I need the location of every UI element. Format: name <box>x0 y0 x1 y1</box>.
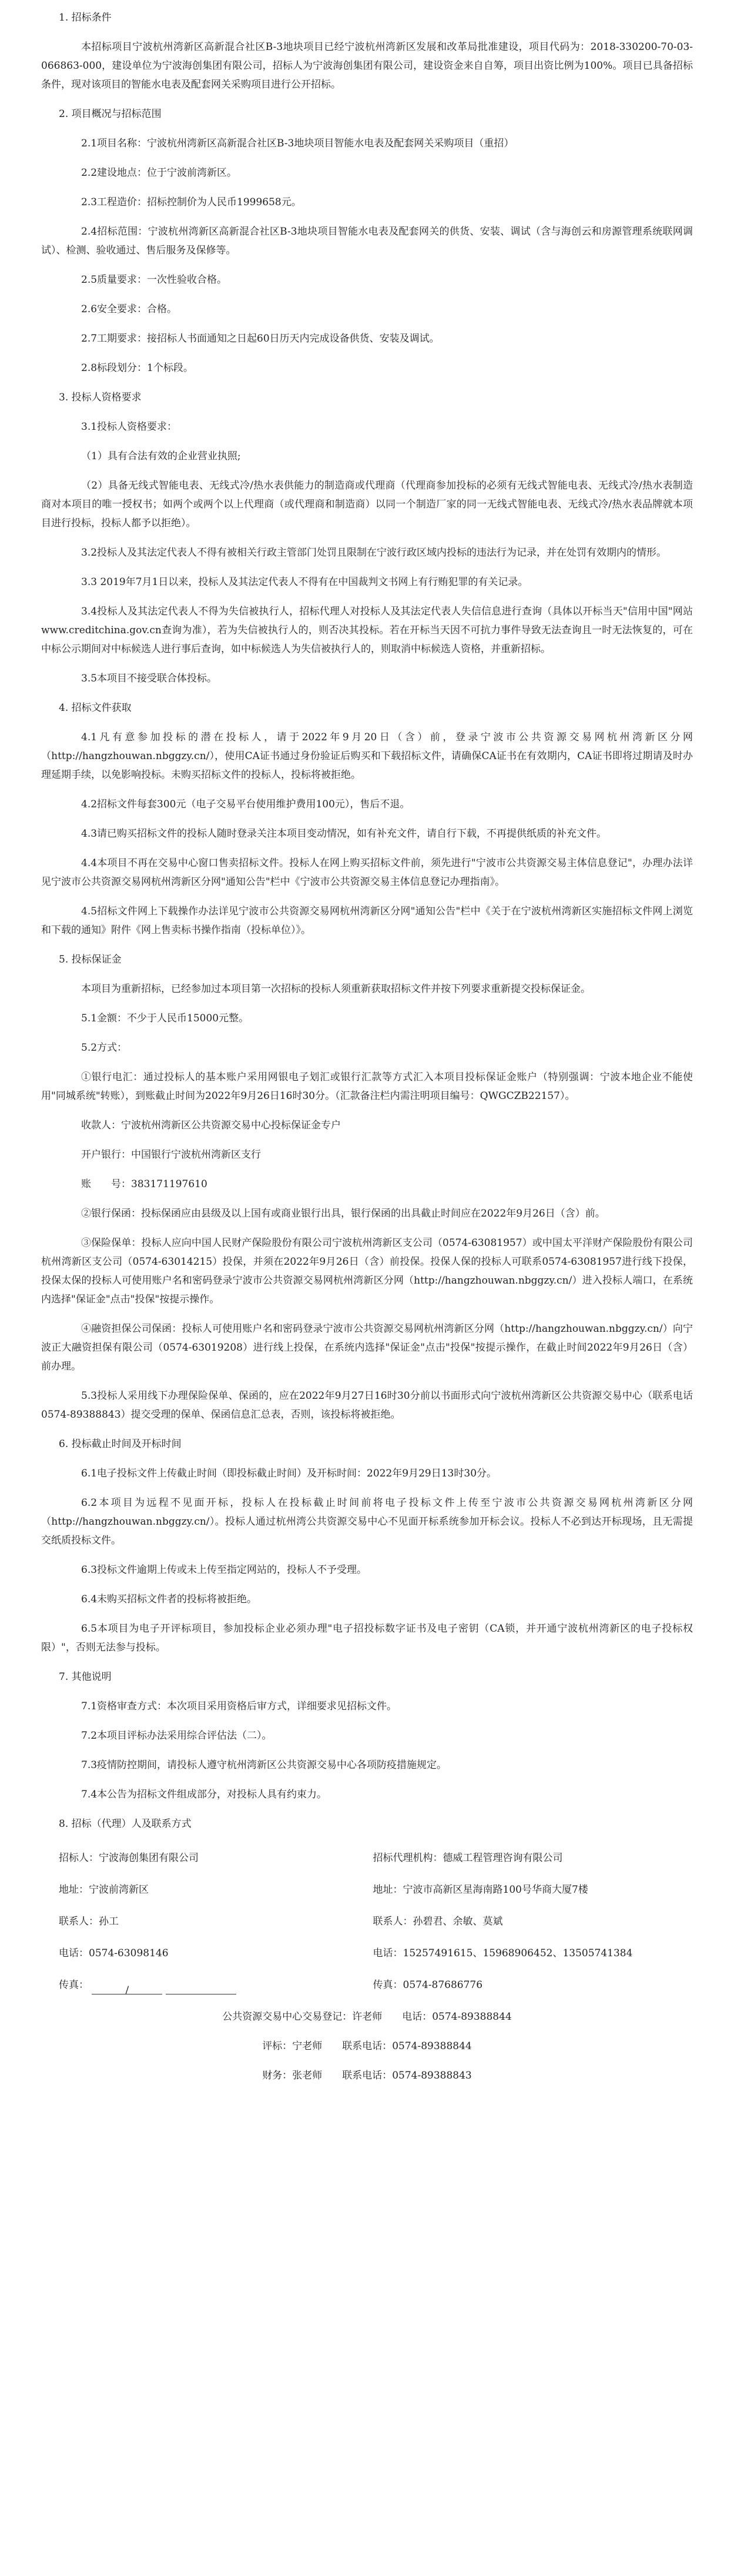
paragraph: 2.3工程造价：招标控制价为人民币1999658元。 <box>81 196 301 208</box>
announcement-body <box>41 8 693 1833</box>
paragraph: 账 号：383171197610 <box>81 1178 207 1190</box>
paragraph: ④融资担保公司保函：投标人可使用账户名和密码登录宁波市公共资源交易网杭州湾新区分网（http://hangzhouwan.nbggzy.cn/）向宁波正大融资担保有限公司（0574-63019208）进行线上投保，在系统内选择"保证金"点击"投保"按提示操作，在截止时间2022年9月26日（含）前办理。 <box>41 1323 693 1372</box>
section-heading: 7. 其他说明 <box>59 1671 112 1683</box>
paragraph: 2.8标段划分：1个标段。 <box>81 362 193 374</box>
paragraph: 3.5本项目不接受联合体投标。 <box>81 673 217 684</box>
paragraph: 2.4招标范围：宁波杭州湾新区高新混合社区B-3地块项目智能水电表及配套网关的供货、安装、调试（含与海创云和房源管理系统联网调试）、检测、验收通过、售后服务及保修等。 <box>41 226 693 256</box>
paragraph: 4.2招标文件每套300元（电子交易平台使用维护费用100元），售后不退。 <box>81 798 410 810</box>
paragraph: ②银行保函：投标保函应由县级及以上国有或商业银行出具，银行保函的出具截止时间应在2022年9月26日（含）前。 <box>81 1208 605 1219</box>
fax-blank-value: / <box>125 1984 129 1996</box>
contact-row <box>41 1976 693 1994</box>
paragraph: ③保险保单：投标人应向中国人民财产保险股份有限公司宁波杭州湾新区支公司（0574-63081957）或中国太平洋财产保险股份有限公司杭州湾新区支公司（0574-63014215）投保，并须在2022年9月26日（含）前投保。投保人保的投标人可联系0574-63081957进行线下投保，投保太保的投标人可使用账户名和密码登录宁波市公共资源交易网杭州湾新区分网（http://hangzhouwan.nbggzy.cn/）进入投标人端口，在系统内选择"保证金"点击"投保"按提示操作。 <box>41 1237 693 1305</box>
contact-row <box>41 1849 693 1867</box>
section-heading: 5. 投标保证金 <box>59 954 122 965</box>
agency-fax: 传真：0574-87686776 <box>373 1979 483 1991</box>
paragraph: 7.2本项目评标办法采用综合评估法（二）。 <box>81 1730 272 1742</box>
tenderer-contact: 联系人：孙工 <box>59 1916 119 1927</box>
fax-blank <box>92 1981 162 1994</box>
evaluation-contact: 评标：宁老师 联系电话：0574-89388844 <box>262 2040 472 2052</box>
tenderer-address: 地址：宁波前湾新区 <box>59 1884 149 1896</box>
paragraph: 开户银行：中国银行宁波杭州湾新区支行 <box>81 1149 261 1161</box>
paragraph: 收款人：宁波杭州湾新区公共资源交易中心投标保证金专户 <box>81 1120 341 1131</box>
paragraph: （2）具备无线式智能电表、无线式冷/热水表供能力的制造商或代理商（代理商参加投标的必须有无线式智能电表、无线式冷/热水表制造商对本项目的唯一授权书；如两个或两个以上代理商（或代理商和制造商）以同一个制造厂家的同一无线式智能电表、无线式冷/热水表品牌就本项目进行投标，投标人都予以拒绝）。 <box>41 480 693 529</box>
section-heading: 1. 招标条件 <box>59 12 112 24</box>
agency-phone: 电话：15257491615、15968906452、13505741384 <box>373 1947 633 1959</box>
paragraph: 7.3疫情防控期间，请投标人遵守杭州湾新区公共资源交易中心各项防疫措施规定。 <box>81 1759 447 1771</box>
paragraph: 本招标项目宁波杭州湾新区高新混合社区B-3地块项目已经宁波杭州湾新区发展和改革局批准建设，项目代码为：2018-330200-70-03-066863-000，建设单位为宁波海创集团有限公司，招标人为宁波海创集团有限公司，建设资金来自自筹，项目出资比例为100%。项目已具备招标条件，现对该项目的智能水电表及配套网关采购项目进行公开招标。 <box>41 41 693 91</box>
paragraph: 3.1投标人资格要求： <box>81 421 177 433</box>
paragraph: 3.2投标人及其法定代表人不得有被相关行政主管部门处罚且限制在宁波行政区域内投标的违法行为记录，并在处罚有效期内的情形。 <box>81 547 667 559</box>
fax-blank-right <box>166 1981 236 1994</box>
contact-row <box>41 1912 693 1931</box>
contact-row <box>41 1880 693 1899</box>
section-heading: 6. 投标截止时间及开标时间 <box>59 1438 182 1450</box>
paragraph: 6.2本项目为远程不见面开标，投标人在投标截止时间前将电子投标文件上传至宁波市公共资源交易网杭州湾新区分网（http://hangzhouwan.nbggzy.cn/）。投标人通过杭州湾公共资源交易中心不见面开标系统参加开标会议。投标人不必到达开标现场，且无需提交纸质投标文件。 <box>41 1497 693 1546</box>
tenderer-phone: 电话：0574-63098146 <box>59 1947 169 1959</box>
agency-contact: 联系人：孙碧君、余敏、莫斌 <box>373 1916 503 1927</box>
agency-address: 地址：宁波市高新区星海南路100号华商大厦7楼 <box>373 1884 588 1896</box>
contact-table <box>41 1849 693 1994</box>
paragraph: 4.4本项目不再在交易中心窗口售卖招标文件。投标人在网上购买招标文件前，须先进行"宁波市公共资源交易主体信息登记"，办理办法详见宁波市公共资源交易网杭州湾新区分网"通知公告"栏中《宁波市公共资源交易主体信息登记办理指南》。 <box>41 857 693 888</box>
paragraph: 6.1电子投标文件上传截止时间（即投标截止时间）及开标时间：2022年9月29日13时30分。 <box>81 1468 497 1479</box>
paragraph: 5.1金额：不少于人民币15000元整。 <box>81 1013 249 1024</box>
paragraph: 2.2建设地点：位于宁波前湾新区。 <box>81 167 237 179</box>
paragraph: 7.4本公告为招标文件组成部分，对投标人具有约束力。 <box>81 1789 327 1800</box>
paragraph: 4.1凡有意参加投标的潜在投标人，请于2022年9月20日（含）前，登录宁波市公共资源交易网杭州湾新区分网（http://hangzhouwan.nbggzy.cn/），使用CA证书通过身份验证后购买和下载招标文件，请确保CA证书在有效期内，CA证书即将过期请及时办理延期手续，以免影响投标。未购买招标文件的投标人，投标将被拒绝。 <box>41 731 693 781</box>
tenderer-name: 招标人：宁波海创集团有限公司 <box>59 1852 199 1864</box>
paragraph: ①银行电汇：通过投标人的基本账户采用网银电子划汇或银行汇款等方式汇入本项目投标保证金账户（特别强调：宁波本地企业不能使用"同城系统"转账），到账截止时间为2022年9月26日16时30分。（汇款备注栏内需注明项目编号：QWGCZB22157）。 <box>41 1071 693 1102</box>
section-heading: 2. 项目概况与招标范围 <box>59 108 162 120</box>
paragraph: 5.3投标人采用线下办理保险保单、保函的，应在2022年9月27日16时30分前以书面形式向宁波杭州湾新区公共资源交易中心（联系电话0574-89388843）提交受理的保单、保函信息汇总表，否则，该投标将被拒绝。 <box>41 1390 693 1421</box>
registration-contact: 公共资源交易中心交易登记：许老师 电话：0574-89388844 <box>222 2011 512 2023</box>
paragraph: 4.5招标文件网上下载操作办法详见宁波市公共资源交易网杭州湾新区分网"通知公告"栏中《关于在宁波杭州湾新区实施招标文件网上浏览和下载的通知》附件《网上售卖标书操作指南（投标单位）》。 <box>41 906 693 936</box>
paragraph: 2.5质量要求：一次性验收合格。 <box>81 274 227 286</box>
section-heading: 3. 投标人资格要求 <box>59 392 142 403</box>
paragraph: 4.3请已购买招标文件的投标人随时登录关注本项目变动情况，如有补充文件，请自行下载，不再提供纸质的补充文件。 <box>81 828 607 840</box>
paragraph: 5.2方式： <box>81 1042 128 1054</box>
paragraph: 3.4投标人及其法定代表人不得为失信被执行人，招标代理人对投标人及其法定代表人失信信息进行查询（具体以开标当天"信用中国"网站www.creditchina.gov.cn查询为准），若为失信被执行人的，则否决其投标。若在开标当天因不可抗力事件导致无法查询且一时无法恢复的，可在中标公示期间对中标候选人进行事后查询，如中标候选人为失信被执行人的，则取消中标候选人资格，并重新招标。 <box>41 606 693 655</box>
tenderer-fax <box>41 1976 367 1994</box>
paragraph: 6.3投标文件逾期上传或未上传至指定网站的，投标人不予受理。 <box>81 1564 367 1576</box>
paragraph: 2.1项目名称：宁波杭州湾新区高新混合社区B-3地块项目智能水电表及配套网关采购项目（重招） <box>81 138 514 149</box>
paragraph: 2.6安全要求：合格。 <box>81 303 177 315</box>
paragraph: 6.4未购买招标文件者的投标将被拒绝。 <box>81 1593 257 1605</box>
section-heading: 4. 招标文件获取 <box>59 702 132 714</box>
paragraph: 6.5本项目为电子开评标项目，参加投标企业必须办理"电子招投标数字证书及电子密钥（CA锁，并开通宁波杭州湾新区的电子投标权限）"，否则无法参与投标。 <box>41 1623 693 1653</box>
contact-row <box>41 1944 693 1963</box>
paragraph: （1）具有合法有效的企业营业执照; <box>81 450 241 462</box>
paragraph: 7.1资格审查方式：本次项目采用资格后审方式，详细要求见招标文件。 <box>81 1700 397 1712</box>
tenderer-fax-label: 传真： <box>59 1979 89 1991</box>
agency-name: 招标代理机构：德威工程管理咨询有限公司 <box>373 1852 563 1864</box>
paragraph: 3.3 2019年7月1日以来，投标人及其法定代表人不得有在中国裁判文书网上有行贿犯罪的有关记录。 <box>81 576 528 588</box>
paragraph: 本项目为重新招标，已经参加过本项目第一次招标的投标人须重新获取招标文件并按下列要求重新提交投标保证金。 <box>81 983 591 995</box>
section-heading: 8. 招标（代理）人及联系方式 <box>59 1818 192 1830</box>
paragraph: 2.7工期要求：接招标人书面通知之日起60日历天内完成设备供货、安装及调试。 <box>81 333 440 345</box>
finance-contact: 财务：张老师 联系电话：0574-89388843 <box>262 2070 472 2081</box>
trading-center-contacts <box>41 2007 693 2085</box>
